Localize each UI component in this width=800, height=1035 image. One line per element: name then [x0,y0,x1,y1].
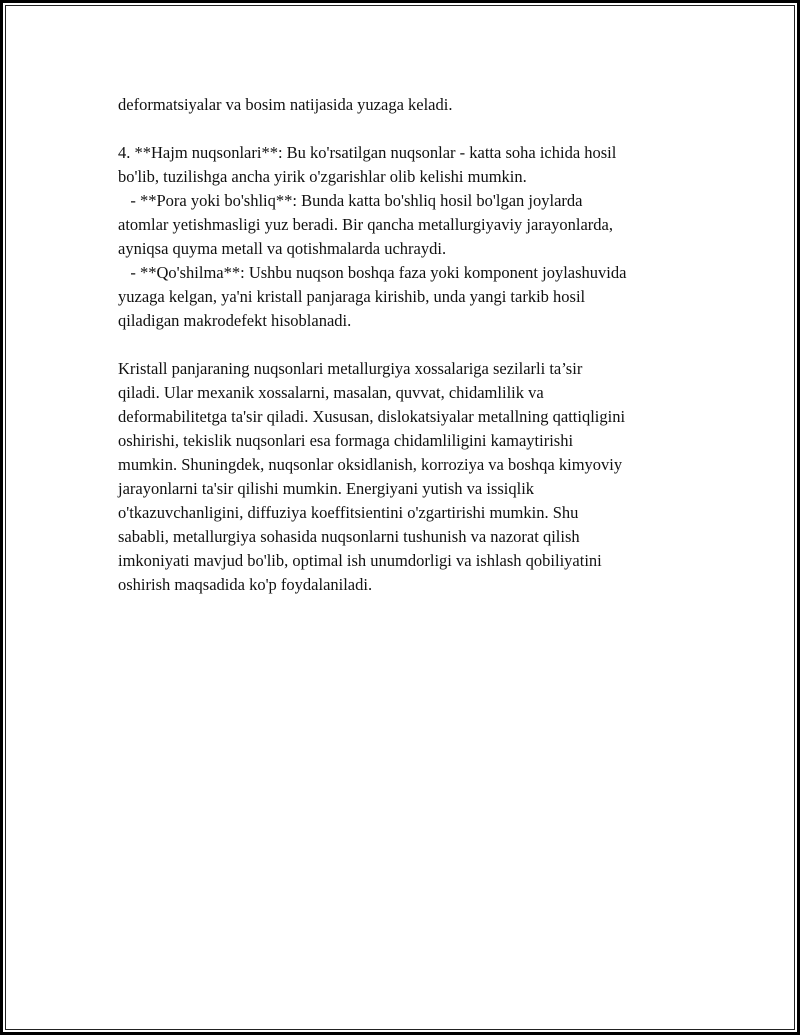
text-line: sababli, metallurgiya sohasida nuqsonlarni tushunish va nazorat qilish [118,527,580,546]
paragraph-gap [118,117,758,141]
text-line: 4. **Hajm nuqsonlari**: Bu ko'rsatilgan nuqsonlar - katta soha ichida hosil [118,143,617,162]
text-line: imkoniyati mavjud bo'lib, optimal ish unumdorligi va ishlash qobiliyatini [118,551,602,570]
text-line: oshirishi, tekislik nuqsonlari esa formaga chidamliligini kamaytirishi [118,431,574,450]
text-line: o'tkazuvchanligini, diffuziya koeffitsientini o'zgartirishi mumkin. Shu [118,503,579,522]
text-line: atomlar yetishmasligi yuz beradi. Bir qancha metallurgiyaviy jarayonlarda, [118,215,613,234]
text-line: deformatsiyalar va bosim natijasida yuzaga keladi. [118,95,453,114]
text-line: bo'lib, tuzilishga ancha yirik o'zgarishlar olib kelishi mumkin. [118,167,527,186]
text-line: yuzaga kelgan, ya'ni kristall panjaraga kirishib, unda yangi tarkib hosil [118,287,586,306]
text-line: jarayonlarni ta'sir qilishi mumkin. Energiyani yutish va issiqlik [118,479,535,498]
text-line: mumkin. Shuningdek, nuqsonlar oksidlanish, korroziya va boshqa kimyoviy [118,455,623,474]
text-line: qiladi. Ular mexanik xossalarni, masalan, quvvat, chidamlilik va [118,383,544,402]
paragraph-gap [118,333,758,357]
text-line: ayniqsa quyma metall va qotishmalarda uchraydi. [118,239,447,258]
text-line: Kristall panjaraning nuqsonlari metallurgiya xossalariga sezilarli ta’sir [118,359,583,378]
text-line: deformabilitetga ta'sir qiladi. Xususan, dislokatsiyalar metallning qattiqligini [118,407,626,426]
text-line: - **Qo'shilma**: Ushbu nuqson boshqa faza yoki komponent joylashuvida [118,263,627,282]
text-line: - **Pora yoki bo'shliq**: Bunda katta bo'shliq hosil bo'lgan joylarda [118,191,583,210]
document-body [118,93,758,597]
text-line: oshirish maqsadida ko'p foydalaniladi. [118,575,373,594]
text-line: qiladigan makrodefekt hisoblanadi. [118,311,352,330]
